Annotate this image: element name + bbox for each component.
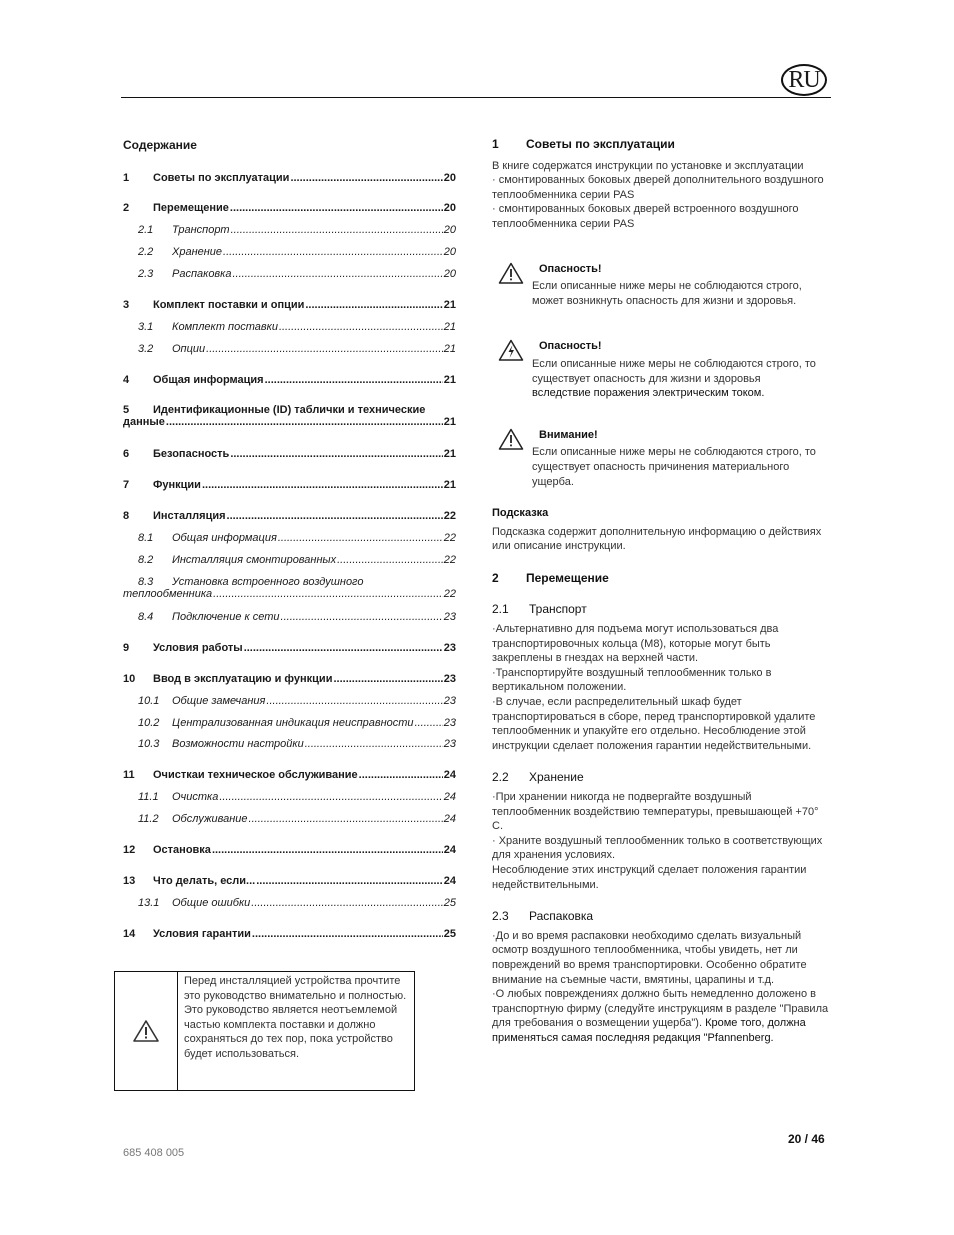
toc-entry-label: Очисткаи техническое обслуживание	[153, 769, 358, 781]
danger-notice	[492, 262, 832, 309]
toc-entry-label: Что делать, если...	[153, 875, 256, 887]
toc-entry-number: 2	[123, 202, 130, 214]
toc-entry-number: 3	[123, 299, 130, 311]
toc-entry-page: 22	[443, 532, 456, 544]
toc-entry-number: 8.3	[138, 576, 154, 588]
toc-entry[interactable]	[123, 532, 456, 544]
toc-entry[interactable]	[123, 897, 456, 909]
toc-entry-label: Условия работы	[153, 642, 243, 654]
toc-entry-label: Советы по эксплуатации	[153, 172, 290, 184]
toc-entry[interactable]	[123, 479, 456, 491]
toc-entry-number: 13.1	[138, 897, 160, 909]
toc-entry-page: 24	[443, 769, 456, 781]
toc-entry-page: 21	[443, 416, 456, 428]
section-title: Распаковка	[529, 909, 594, 924]
toc-entry-number: 14	[123, 928, 136, 940]
toc-entry-number: 10.3	[138, 738, 160, 750]
toc-entry[interactable]	[123, 510, 456, 522]
toc-entry-page: 25	[443, 928, 456, 940]
toc-entry-number: 6	[123, 448, 130, 460]
toc-entry-label: Опции	[172, 343, 206, 355]
section-title: Советы по эксплуатации	[526, 137, 675, 151]
toc-entry-label: Функции	[153, 479, 201, 491]
hint-text: Подсказка содержит дополнительную информацию о действиях или описание инструкции.	[492, 525, 822, 553]
toc-entry-number: 8.1	[138, 532, 154, 544]
toc-leader-dots	[266, 695, 442, 707]
toc-entry-label: Централизованная индикация неисправности	[172, 717, 414, 729]
toc-entry-label: Очистка	[172, 791, 219, 803]
toc-entry-page: 23	[443, 642, 456, 654]
toc-entry-page: 21	[443, 343, 456, 355]
section-title: Перемещение	[526, 570, 609, 585]
toc-entry-label: Возможности настройки	[172, 738, 304, 750]
caution-text: Если описанные ниже меры не соблюдаются строго, то существует опасность причинения материального ущерба.	[532, 446, 816, 488]
toc-entry-label: Общая информация	[153, 374, 264, 386]
toc-entry-number: 8	[123, 510, 130, 522]
toc-entry-number: 3.2	[138, 343, 154, 355]
toc-entry-label: Подключение к сети	[172, 611, 280, 623]
section-2-3-heading	[492, 909, 832, 924]
danger-text: Если описанные ниже меры не соблюдаются строго, может возникнуть опасность для жизни и здоровья.	[532, 280, 802, 307]
s1-intro: В книге содержатся инструкции по установке и эксплуатации	[492, 159, 804, 172]
toc-leader-dots	[227, 510, 443, 522]
toc-entry[interactable]	[123, 202, 456, 214]
toc-entry-page: 24	[443, 875, 456, 887]
electric-danger-notice	[492, 339, 832, 400]
toc-entry-page: 25	[443, 897, 456, 909]
toc-entry-label: Перемещение	[153, 202, 229, 214]
toc-leader-dots	[281, 611, 443, 623]
toc-entry-number: 13	[123, 875, 136, 887]
toc-entry-number: 2.1	[138, 224, 154, 236]
toc-entry-label: Обслуживание	[172, 813, 248, 825]
toc-entry[interactable]	[123, 246, 456, 258]
caution-notice	[492, 428, 832, 489]
toc-entry-label: Инсталляция смонтированных	[172, 554, 337, 566]
s23-para-2a: ·О любых повреждениях должно быть немедленно доложено в транспортную фирму (следуйте инструкциям в разделе "Правила для требования о возмещении ущерба").	[492, 988, 829, 1030]
toc-entry-label: Распаковка	[172, 268, 232, 280]
electric-danger-title: Опасность!	[539, 340, 602, 353]
section-number: 2	[492, 570, 499, 585]
toc-entry-page: 21	[443, 448, 456, 460]
toc-entry-number: 1	[123, 172, 130, 184]
toc-leader-dots	[166, 416, 443, 428]
section-number: 2.2	[492, 770, 509, 785]
toc-entry[interactable]	[123, 611, 456, 623]
toc-entry[interactable]	[123, 268, 456, 280]
section-2-2-heading	[492, 770, 832, 785]
toc-entry-page: 20	[443, 202, 456, 214]
toc-entry-page: 23	[443, 695, 456, 707]
toc-entry-number: 3.1	[138, 321, 154, 333]
toc-leader-dots	[219, 791, 442, 803]
toc-entry[interactable]	[123, 448, 456, 460]
toc-leader-dots	[233, 268, 443, 280]
toc-entry-page: 23	[443, 673, 456, 685]
section-2-1-heading	[492, 602, 832, 617]
toc-leader-dots	[244, 642, 443, 654]
electric-hazard-icon	[498, 339, 524, 361]
toc-entry-number: 11	[123, 769, 135, 781]
toc-entry-number: 11.1	[138, 791, 159, 803]
s1-bullet-1: · смонтированных боковых дверей дополнительного воздушного теплообменника серии PAS	[492, 174, 824, 201]
toc-entry[interactable]	[123, 172, 456, 184]
toc-entry-label: Безопасность	[153, 448, 230, 460]
toc-entry[interactable]	[123, 343, 456, 355]
danger-title: Опасность!	[539, 262, 602, 275]
s21-para-3: ·В случае, если распределительный шкаф будет транспортироваться в сборе, перед транспортировкой удалите теплообменник и упакуйте его отдельно. Несоблюдение этой инструкции сделает положения гарантии недействительными.	[492, 696, 816, 752]
toc-entry-label: Транспорт	[172, 224, 230, 236]
toc-entry-label: Условия гарантии	[153, 928, 251, 940]
toc-entry-page: 23	[443, 738, 456, 750]
toc-entry-page: 24	[443, 791, 456, 803]
toc-leader-dots	[252, 928, 443, 940]
toc-leader-dots	[249, 813, 443, 825]
s21-para-2: ·Транспортируйте воздушный теплообменник только в вертикальном положении.	[492, 666, 772, 694]
toc-entry-label: Общие ошибки	[172, 897, 251, 909]
s23-para-2	[492, 987, 832, 1045]
document-code: 685 408 005	[123, 1147, 185, 1159]
toc-entry[interactable]	[123, 374, 456, 386]
toc-entry-number: 2.2	[138, 246, 154, 258]
toc-entry[interactable]	[123, 738, 456, 750]
toc-leader-dots	[415, 717, 443, 729]
toc-entry[interactable]	[123, 769, 456, 781]
section-number: 2.3	[492, 909, 509, 924]
toc-entry-number: 10.2	[138, 717, 160, 729]
electric-danger-text-b: вследствие поражения электрическим током.	[532, 387, 765, 400]
toc-leader-dots	[337, 554, 443, 566]
toc-leader-dots	[213, 588, 443, 600]
toc-entry-page: 21	[443, 479, 456, 491]
toc-entry-page: 22	[443, 554, 456, 566]
toc-leader-dots	[256, 875, 443, 887]
toc-entry[interactable]	[123, 224, 456, 236]
toc-entry-label: Комплект поставки и опции	[153, 299, 305, 311]
toc-leader-dots	[231, 224, 443, 236]
toc-entry-number: 9	[123, 642, 130, 654]
toc-entry-label: Ввод в эксплуатацию и функции	[153, 673, 333, 685]
toc-title: Содержание	[123, 138, 197, 152]
toc-entry-number: 8.4	[138, 611, 154, 623]
toc-entry-page: 24	[443, 844, 456, 856]
toc-entry-number: 10	[123, 673, 136, 685]
toc-entry[interactable]	[123, 717, 456, 729]
header-rule	[121, 97, 831, 98]
toc-entry[interactable]	[123, 642, 456, 654]
toc-leader-dots	[265, 374, 443, 386]
section-number: 1	[492, 137, 499, 151]
table-of-contents	[123, 138, 456, 940]
warning-triangle-icon	[132, 1019, 160, 1043]
toc-entry-number: 8.2	[138, 554, 154, 566]
toc-entry-page: 23	[443, 611, 456, 623]
toc-entry-page: 20	[443, 246, 456, 258]
toc-entry-label: Инсталляция	[153, 510, 226, 522]
toc-entry-page: 22	[443, 510, 456, 522]
toc-entry-page: 21	[443, 321, 456, 333]
toc-entry-label: Общие замечания	[172, 695, 266, 707]
toc-entry-page: 21	[443, 299, 456, 311]
s1-bullet-2: · смонтированных боковых дверей встроенного воздушного теплообменника серии PAS	[492, 203, 799, 230]
hint-title: Подсказка	[492, 507, 549, 520]
toc-leader-dots	[279, 321, 443, 333]
caution-title: Внимание!	[539, 428, 598, 441]
toc-entry-number: 2.3	[138, 268, 154, 280]
section-2-heading	[492, 571, 832, 586]
toc-entry-number: 11.2	[138, 813, 159, 825]
toc-entry-page: 20	[443, 268, 456, 280]
notice-text: Перед инсталляцией устройства прочтите это руководство внимательно и полностью. Это руководство является неотъемлемой частью комплекта поставки и должно сохраняться до тех пор, пока устройство будет использоваться.	[184, 975, 407, 1060]
s23-para-2b: Кроме того, должна применяться самая последняя редакция "Pfannenberg.	[492, 1017, 806, 1044]
toc-entry-number: 5	[123, 404, 130, 416]
toc-leader-dots	[212, 844, 443, 856]
toc-leader-dots	[230, 448, 442, 460]
toc-leader-dots	[230, 202, 443, 214]
toc-entry[interactable]	[123, 695, 456, 707]
toc-entry[interactable]	[123, 813, 456, 825]
toc-entry-label: теплообменника	[123, 588, 213, 600]
toc-entry-page: 23	[443, 717, 456, 729]
toc-entry-label-line1: Установка встроенного воздушного	[172, 576, 364, 588]
toc-leader-dots	[202, 479, 443, 491]
danger-triangle-icon	[498, 262, 524, 284]
toc-entry[interactable]	[123, 673, 456, 685]
toc-entry-number: 7	[123, 479, 130, 491]
section-1-heading	[492, 137, 832, 152]
toc-entry[interactable]	[123, 576, 456, 600]
toc-entry-page: 20	[443, 172, 456, 184]
toc-entry[interactable]	[123, 791, 456, 803]
s22-para-1: ·При хранении никогда не подвергайте воздушный теплообменник воздействию температуры, превышающей +70° C.	[492, 791, 819, 833]
caution-triangle-icon	[498, 428, 524, 450]
section-title: Транспорт	[529, 602, 587, 617]
toc-entry-label: данные	[123, 416, 165, 428]
s21-para-1: ·Альтернативно для подъема могут использоваться два транспортировочных кольца (M8), которые могут быть закреплены в гнездах на верхней части.	[492, 623, 779, 665]
toc-entry-number: 10.1	[138, 695, 160, 707]
toc-leader-dots	[305, 299, 442, 311]
toc-entry[interactable]	[123, 321, 456, 333]
toc-entry-label: Комплект поставки	[172, 321, 278, 333]
s23-para-1: ·До и во время распаковки необходимо сделать визуальный осмотр воздушного теплообменника, чтобы увидеть, нет ли повреждений во время транспортировки. Особенно обратите внимание на съемные части, вмятины, царапины и т.д.	[492, 929, 807, 986]
toc-entry-page: 24	[443, 813, 456, 825]
toc-entry-label: Общая информация	[172, 532, 277, 544]
toc-entry[interactable]	[123, 844, 456, 856]
toc-entry[interactable]	[123, 928, 456, 940]
toc-entry[interactable]	[123, 554, 456, 566]
s22-para-2: · Храните воздушный теплообменник только в соответствующих для хранения условиях.	[492, 834, 823, 862]
toc-leader-dots	[223, 246, 443, 258]
toc-leader-dots	[251, 897, 442, 909]
toc-entry-page: 22	[443, 588, 456, 600]
section-title: Хранение	[529, 770, 584, 785]
electric-danger-text-a: Если описанные ниже меры не соблюдаются строго, то существует опасность для жизни и здоровья	[532, 357, 816, 385]
toc-entry-label-line1: Идентификационные (ID) таблички и технические	[153, 404, 426, 416]
toc-entry-number: 4	[123, 374, 130, 386]
toc-entry[interactable]	[123, 299, 456, 311]
notice-box	[114, 971, 415, 1091]
toc-entry-label: Хранение	[172, 246, 223, 258]
toc-leader-dots	[305, 738, 443, 750]
toc-entry[interactable]	[123, 875, 456, 887]
toc-entry-page: 21	[443, 374, 456, 386]
toc-leader-dots	[206, 343, 443, 355]
language-badge: RU	[781, 64, 827, 96]
toc-entry[interactable]	[123, 404, 456, 428]
toc-entry-number: 12	[123, 844, 136, 856]
main-content	[492, 137, 832, 1046]
section-number: 2.1	[492, 602, 509, 617]
s22-para-3: Несоблюдение этих инструкций сделает положения гарантии недействительными.	[492, 863, 807, 891]
toc-entry-page: 20	[443, 224, 456, 236]
toc-leader-dots	[290, 172, 442, 184]
toc-leader-dots	[359, 769, 443, 781]
toc-leader-dots	[278, 532, 443, 544]
toc-leader-dots	[333, 673, 442, 685]
notice-icon-cell	[115, 972, 178, 1090]
page-number: 20 / 46	[788, 1132, 825, 1146]
toc-entry-label: Остановка	[153, 844, 211, 856]
